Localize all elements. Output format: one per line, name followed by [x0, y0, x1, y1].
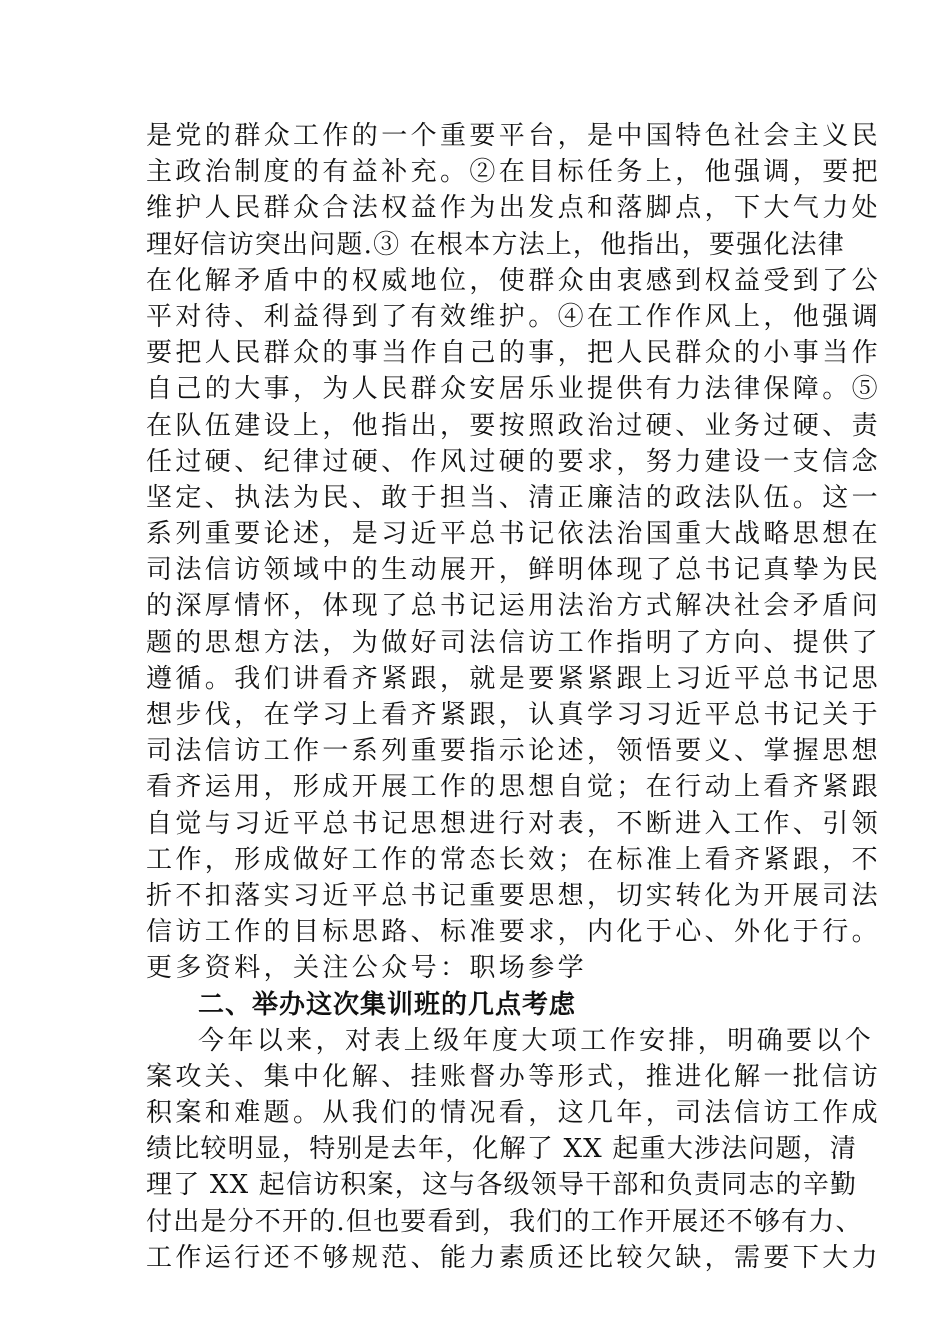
text-line: 在化解矛盾中的权威地位，使群众由衷感到权益受到了公 [146, 265, 882, 296]
text-line: 工作，形成做好工作的常态长效；在标准上看齐紧跟，不 [146, 844, 882, 875]
text-line: 信访工作的目标思路、标准要求，内化于心、外化于行。 [146, 917, 882, 948]
text-line: 工作运行还不够规范、能力素质还比较欠缺，需要下大力 [146, 1242, 882, 1273]
text-line: 想步伐，在学习上看齐紧跟，认真学习习近平总书记关于 [146, 700, 882, 730]
text-line: 看齐运用，形成开展工作的思想自觉；在行动上看齐紧跟 [146, 772, 882, 803]
text-line: 任过硬、纪律过硬、作风过硬的要求，努力建设一支信念 [146, 446, 882, 477]
text-line: 遵循。我们讲看齐紧跟，就是要紧紧跟上习近平总书记思 [146, 663, 882, 694]
text-line: 理好信访突出问题.③ 在根本方法上，他指出，要强化法律 [146, 229, 845, 260]
text-line: 系列重要论述，是习近平总书记依法治国重大战略思想在 [146, 519, 882, 550]
text-line: 绩比较明显，特别是去年，化解了 XX 起重大涉法问题，清 [146, 1134, 858, 1165]
text-line: 的深厚情怀，体现了总书记运用法治方式解决社会矛盾问 [146, 591, 882, 622]
text-line: 维护人民群众合法权益作为出发点和落脚点，下大气力处 [146, 193, 882, 224]
text-line: 要把人民群众的事当作自己的事，把人民群众的小事当作 [146, 338, 882, 369]
text-line: 今年以来，对表上级年度大项工作安排，明确要以个 [198, 1025, 875, 1056]
section-heading: 二、举办这次集训班的几点考虑 [198, 989, 577, 1020]
text-line: 付出是分不开的.但也要看到，我们的工作开展还不够有力、 [146, 1206, 863, 1237]
text-line: 司法信访工作一系列重要指示论述，领悟要义、掌握思想 [146, 736, 882, 767]
text-line: 平对待、利益得到了有效维护。④在工作作风上，他强调 [146, 301, 882, 332]
text-line: 自己的大事，为人民群众安居乐业提供有力法律保障。⑤ [146, 374, 882, 405]
text-line: 积案和难题。从我们的情况看，这几年，司法信访工作成 [146, 1098, 882, 1129]
text-line: 司法信访领域中的生动展开，鲜明体现了总书记真挚为民 [146, 555, 882, 586]
document-body [146, 118, 882, 1276]
text-line: 主政治制度的有益补充。②在目标任务上，他强调，要把 [146, 157, 882, 188]
text-line: 坚定、执法为民、敢于担当、清正廉洁的政法队伍。这一 [146, 482, 882, 513]
text-line: 更多资料，关注公众号：职场参学 [146, 953, 588, 984]
text-line: 自觉与习近平总书记思想进行对表，不断进入工作、引领 [146, 808, 882, 839]
text-line: 案攻关、集中化解、挂账督办等形式，推进化解一批信访 [146, 1061, 882, 1092]
text-line: 题的思想方法，为做好司法信访工作指明了方向、提供了 [146, 627, 882, 658]
text-line: 折不扣落实习近平总书记重要思想，切实转化为开展司法 [146, 880, 882, 911]
text-line: 在队伍建设上，他指出，要按照政治过硬、业务过硬、责 [146, 410, 882, 441]
text-line: 是党的群众工作的一个重要平台，是中国特色社会主义民 [146, 121, 882, 151]
text-line: 理了 XX 起信访积案，这与各级领导干部和负责同志的辛勤 [146, 1170, 858, 1201]
